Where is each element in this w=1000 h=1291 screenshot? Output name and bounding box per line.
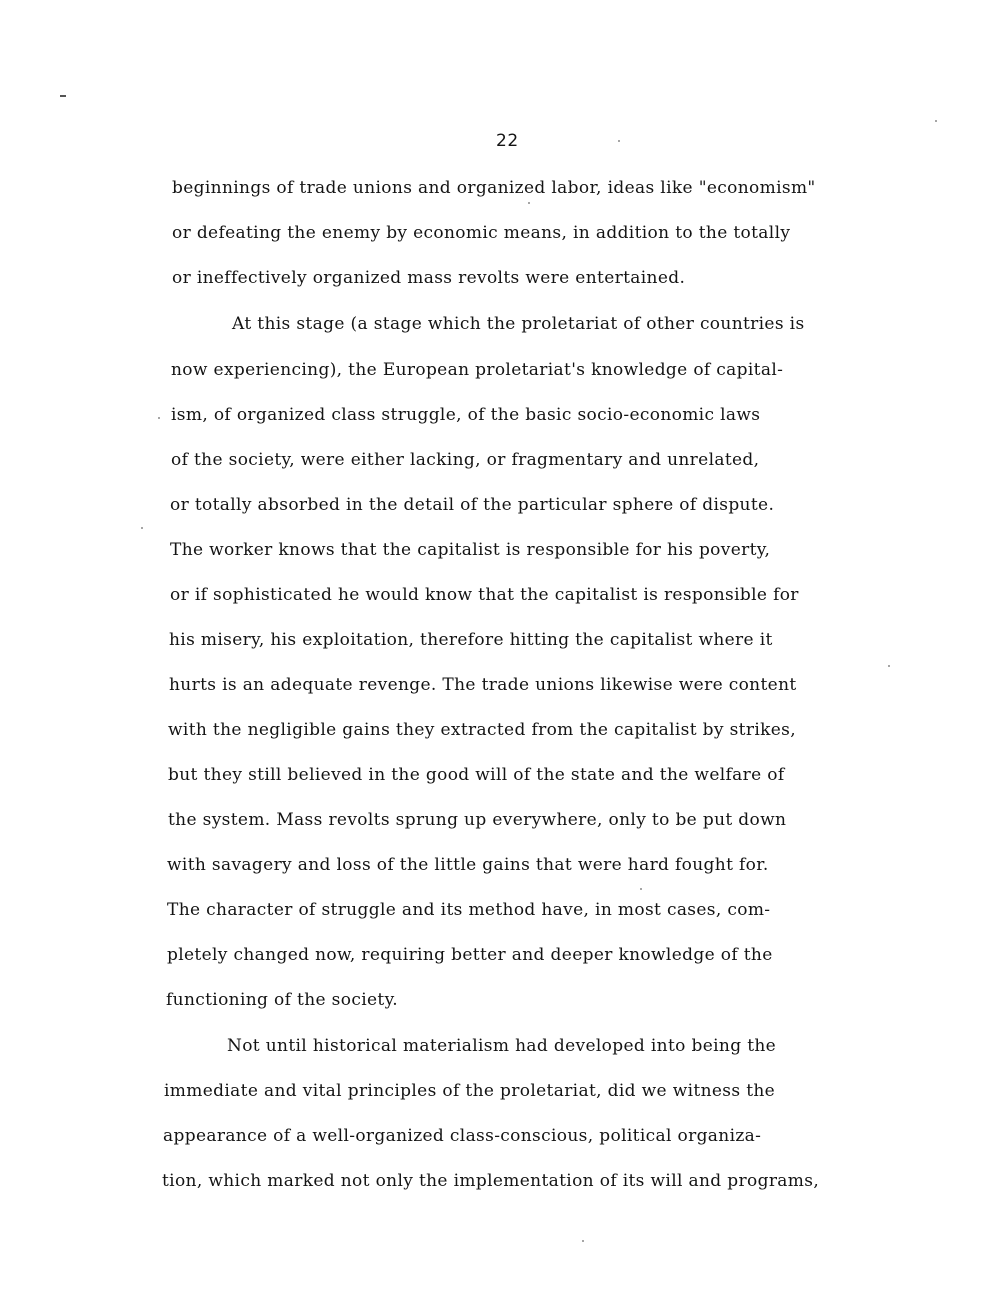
scan-speck xyxy=(528,202,530,204)
text-line: hurts is an adequate revenge. The trade unions likewise were content xyxy=(169,675,797,695)
text-line: tion, which marked not only the implementation of its will and programs, xyxy=(162,1171,820,1191)
scan-speck xyxy=(618,140,620,142)
scan-speck xyxy=(158,417,160,419)
text-line: pletely changed now, requiring better and deeper knowledge of the xyxy=(167,945,773,965)
text-line: beginnings of trade unions and organized labor, ideas like "economism" xyxy=(172,178,816,198)
text-line: or ineffectively organized mass revolts were entertained. xyxy=(172,268,686,288)
text-line: The worker knows that the capitalist is responsible for his poverty, xyxy=(170,540,771,560)
text-line: or if sophisticated he would know that the capitalist is responsible for xyxy=(170,585,799,605)
text-line: or totally absorbed in the detail of the particular sphere of dispute. xyxy=(170,495,775,515)
text-line: ism, of organized class struggle, of the basic socio-economic laws xyxy=(171,405,761,425)
text-line: with the negligible gains they extracted from the capitalist by strikes, xyxy=(168,720,797,740)
scan-speck xyxy=(640,888,642,890)
text-line: the system. Mass revolts sprung up everywhere, only to be put down xyxy=(168,810,787,830)
text-line: functioning of the society. xyxy=(166,990,399,1010)
scan-speck xyxy=(888,665,890,667)
text-line: The character of struggle and its method have, in most cases, com- xyxy=(167,900,771,920)
text-line: but they still believed in the good will of the state and the welfare of xyxy=(168,765,785,785)
text-line: of the society, were either lacking, or fragmentary and unrelated, xyxy=(171,450,760,470)
text-line: now experiencing), the European proletariat's knowledge of capital- xyxy=(171,360,784,380)
text-line: or defeating the enemy by economic means, in addition to the totally xyxy=(172,223,791,243)
scan-speck xyxy=(141,527,143,529)
text-line: his misery, his exploitation, therefore hitting the capitalist where it xyxy=(169,630,773,650)
text-line: with savagery and loss of the little gains that were hard fought for. xyxy=(167,855,769,875)
text-line: At this stage (a stage which the proletariat of other countries is xyxy=(232,314,805,334)
text-line: Not until historical materialism had developed into being the xyxy=(227,1036,777,1056)
text-line: appearance of a well-organized class-conscious, political organiza- xyxy=(163,1126,762,1146)
page-number: 22 xyxy=(496,131,519,151)
scan-speck xyxy=(935,120,937,122)
margin-mark xyxy=(60,95,66,97)
text-line: immediate and vital principles of the proletariat, did we witness the xyxy=(164,1081,776,1101)
scan-speck xyxy=(582,1240,584,1242)
